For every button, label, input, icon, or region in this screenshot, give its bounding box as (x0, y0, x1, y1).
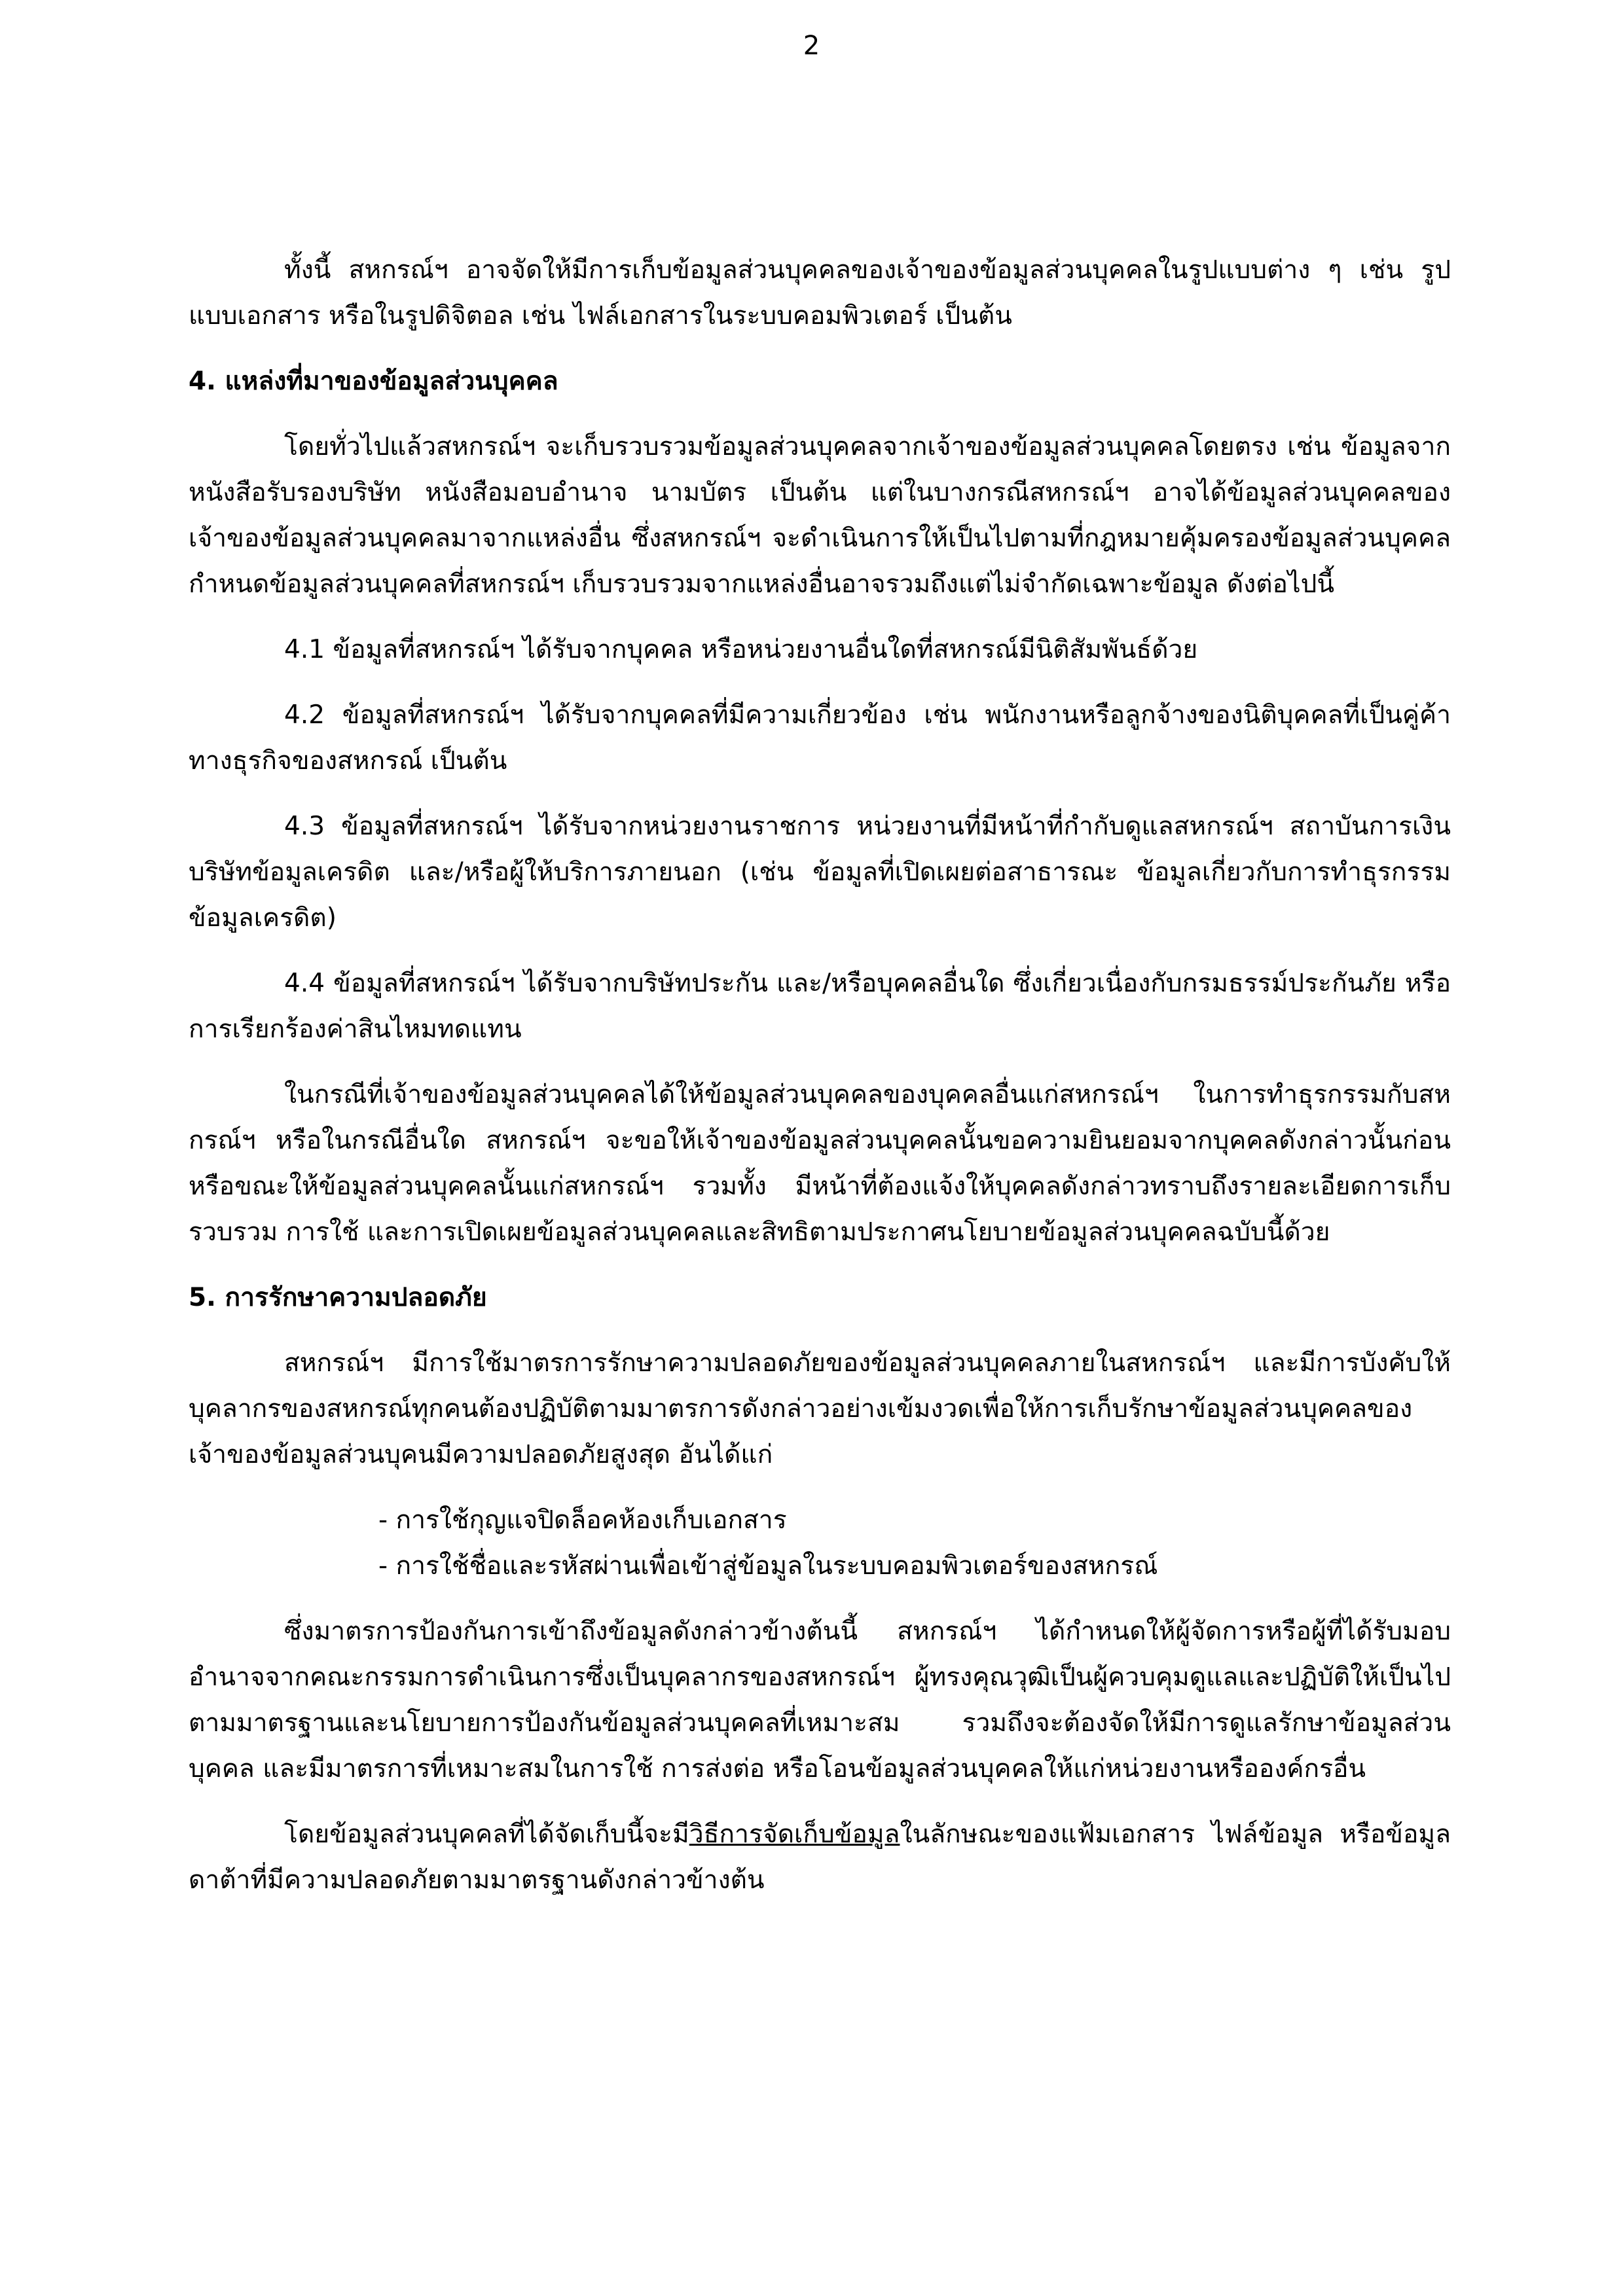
security-measures-list (189, 1498, 1451, 1589)
final-text-after: ในลักษณะของแฟ้มเอกสาร ไฟล์ข้อมูล หรือข้อมูลดาต้าที่มีความปลอดภัยตามมาตรฐานดังกล่าวข้างต้น (189, 1820, 1451, 1895)
section-5-final (189, 1812, 1451, 1903)
final-text-before: โดยข้อมูลส่วนบุคคลที่ได้จัดเก็บนี้จะมี (284, 1820, 689, 1849)
section-4-item-4: 4.4 ข้อมูลที่สหกรณ์ฯ ได้รับจากบริษัทประกัน และ/หรือบุคคลอื่นใด ซึ่งเกี่ยวเนื่องกับกรมธรรม์ประกันภัย หรือการเรียกร้องค่าสินไหมทดแทน (189, 969, 1451, 1044)
section-4-heading: 4. แหล่งที่มาของข้อมูลส่วนบุคคล (189, 367, 558, 396)
section-5-intro: สหกรณ์ฯ มีการใช้มาตรการรักษาความปลอดภัยของข้อมูลส่วนบุคคลภายในสหกรณ์ฯ และมีการบังคับให้บุคลากรของสหกรณ์ทุกคนต้องปฏิบัติตามมาตรการดังกล่าวอย่างเข้มงวดเพื่อให้การเก็บรักษาข้อมูลส่วนบุคคลของเจ้าของข้อมูลส่วนบุคนมีความปลอดภัยสูงสุด อันได้แก่ (189, 1348, 1451, 1469)
page-number: 2 (803, 31, 820, 61)
section-4-item-1: 4.1 ข้อมูลที่สหกรณ์ฯ ได้รับจากบุคคล หรือหน่วยงานอื่นใดที่สหกรณ์มีนิติสัมพันธ์ด้วย (284, 635, 1198, 664)
section-4-intro: โดยทั่วไปแล้วสหกรณ์ฯ จะเก็บรวบรวมข้อมูลส่วนบุคคลจากเจ้าของข้อมูลส่วนบุคคลโดยตรง เช่น ข้อมูลจากหนังสือรับรองบริษัท หนังสือมอบอำนาจ นามบัตร เป็นต้น แต่ในบางกรณีสหกรณ์ฯ อาจได้ข้อมูลส่วนบุคคลของเจ้าของข้อมูลส่วนบุคคลมาจากแหล่งอื่น ซึ่งสหกรณ์ฯ จะดำเนินการให้เป็นไปตามที่กฎหมายคุ้มครองข้อมูลส่วนบุคคลกำหนดข้อมูลส่วนบุคคลที่สหกรณ์ฯ เก็บรวบรวมจากแหล่งอื่นอาจรวมถึงแต่ไม่จำกัดเฉพาะข้อมูล ดังต่อไปนี้ (189, 432, 1451, 599)
section-5-measures: ซึ่งมาตรการป้องกันการเข้าถึงข้อมูลดังกล่าวข้างต้นนี้ สหกรณ์ฯ ได้กำหนดให้ผู้จัดการหรือผู้ที่ได้รับมอบอำนาจจากคณะกรรมการดำเนินการซึ่งเป็นบุคลากรของสหกรณ์ฯ ผู้ทรงคุณวุฒิเป็นผู้ควบคุมดูแลและปฏิบัติให้เป็นไปตามมาตรฐานและนโยบายการป้องกันข้อมูลส่วนบุคคลที่เหมาะสม รวมถึงจะต้องจัดให้มีการดูแลรักษาข้อมูลส่วนบุคคล และมีมาตรการที่เหมาะสมในการใช้ การส่งต่อ หรือโอนข้อมูลส่วนบุคคลให้แก่หน่วยงานหรือองค์กรอื่น (189, 1617, 1451, 1784)
intro-paragraph: ทั้งนี้ สหกรณ์ฯ อาจจัดให้มีการเก็บข้อมูลส่วนบุคคลของเจ้าของข้อมูลส่วนบุคคลในรูปแบบต่าง ๆ เช่น รูปแบบเอกสาร หรือในรูปดิจิตอล เช่น ไฟล์เอกสารในระบบคอมพิวเตอร์ เป็นต้น (189, 255, 1451, 331)
storage-method-underlined: วิธีการจัดเก็บข้อมูล (689, 1820, 900, 1849)
section-4-item-3: 4.3 ข้อมูลที่สหกรณ์ฯ ได้รับจากหน่วยงานราชการ หน่วยงานที่มีหน้าที่กำกับดูแลสหกรณ์ฯ สถาบันการเงิน บริษัทข้อมูลเครดิต และ/หรือผู้ให้บริการภายนอก (เช่น ข้อมูลที่เปิดเผยต่อสาธารณะ ข้อมูลเกี่ยวกับการทำธุรกรรมข้อมูลเครดิต) (189, 812, 1451, 933)
section-5-heading: 5. การรักษาความปลอดภัย (189, 1283, 487, 1312)
document-body (189, 247, 1451, 1923)
list-item: - การใช้ชื่อและรหัสผ่านเพื่อเข้าสู่ข้อมูลในระบบคอมพิวเตอร์ของสหกรณ์ (378, 1551, 1158, 1581)
section-4-closing: ในกรณีที่เจ้าของข้อมูลส่วนบุคคลได้ให้ข้อมูลส่วนบุคคลของบุคคลอื่นแก่สหกรณ์ฯ ในการทำธุรกรรมกับสหกรณ์ฯ หรือในกรณีอื่นใด สหกรณ์ฯ จะขอให้เจ้าของข้อมูลส่วนบุคคลนั้นขอความยินยอมจากบุคคลดังกล่าวนั้นก่อนหรือขณะให้ข้อมูลส่วนบุคคลนั้นแก่สหกรณ์ฯ รวมทั้ง มีหน้าที่ต้องแจ้งให้บุคคลดังกล่าวทราบถึงรายละเอียดการเก็บรวบรวม การใช้ และการเปิดเผยข้อมูลส่วนบุคคลและสิทธิตามประกาศนโยบายข้อมูลส่วนบุคคลฉบับนี้ด้วย (189, 1080, 1451, 1247)
list-item: - การใช้กุญแจปิดล็อคห้องเก็บเอกสาร (378, 1505, 787, 1535)
section-4-item-2: 4.2 ข้อมูลที่สหกรณ์ฯ ได้รับจากบุคคลที่มีความเกี่ยวข้อง เช่น พนักงานหรือลูกจ้างของนิติบุคคลที่เป็นคู่ค้าทางธุรกิจของสหกรณ์ เป็นต้น (189, 700, 1451, 776)
